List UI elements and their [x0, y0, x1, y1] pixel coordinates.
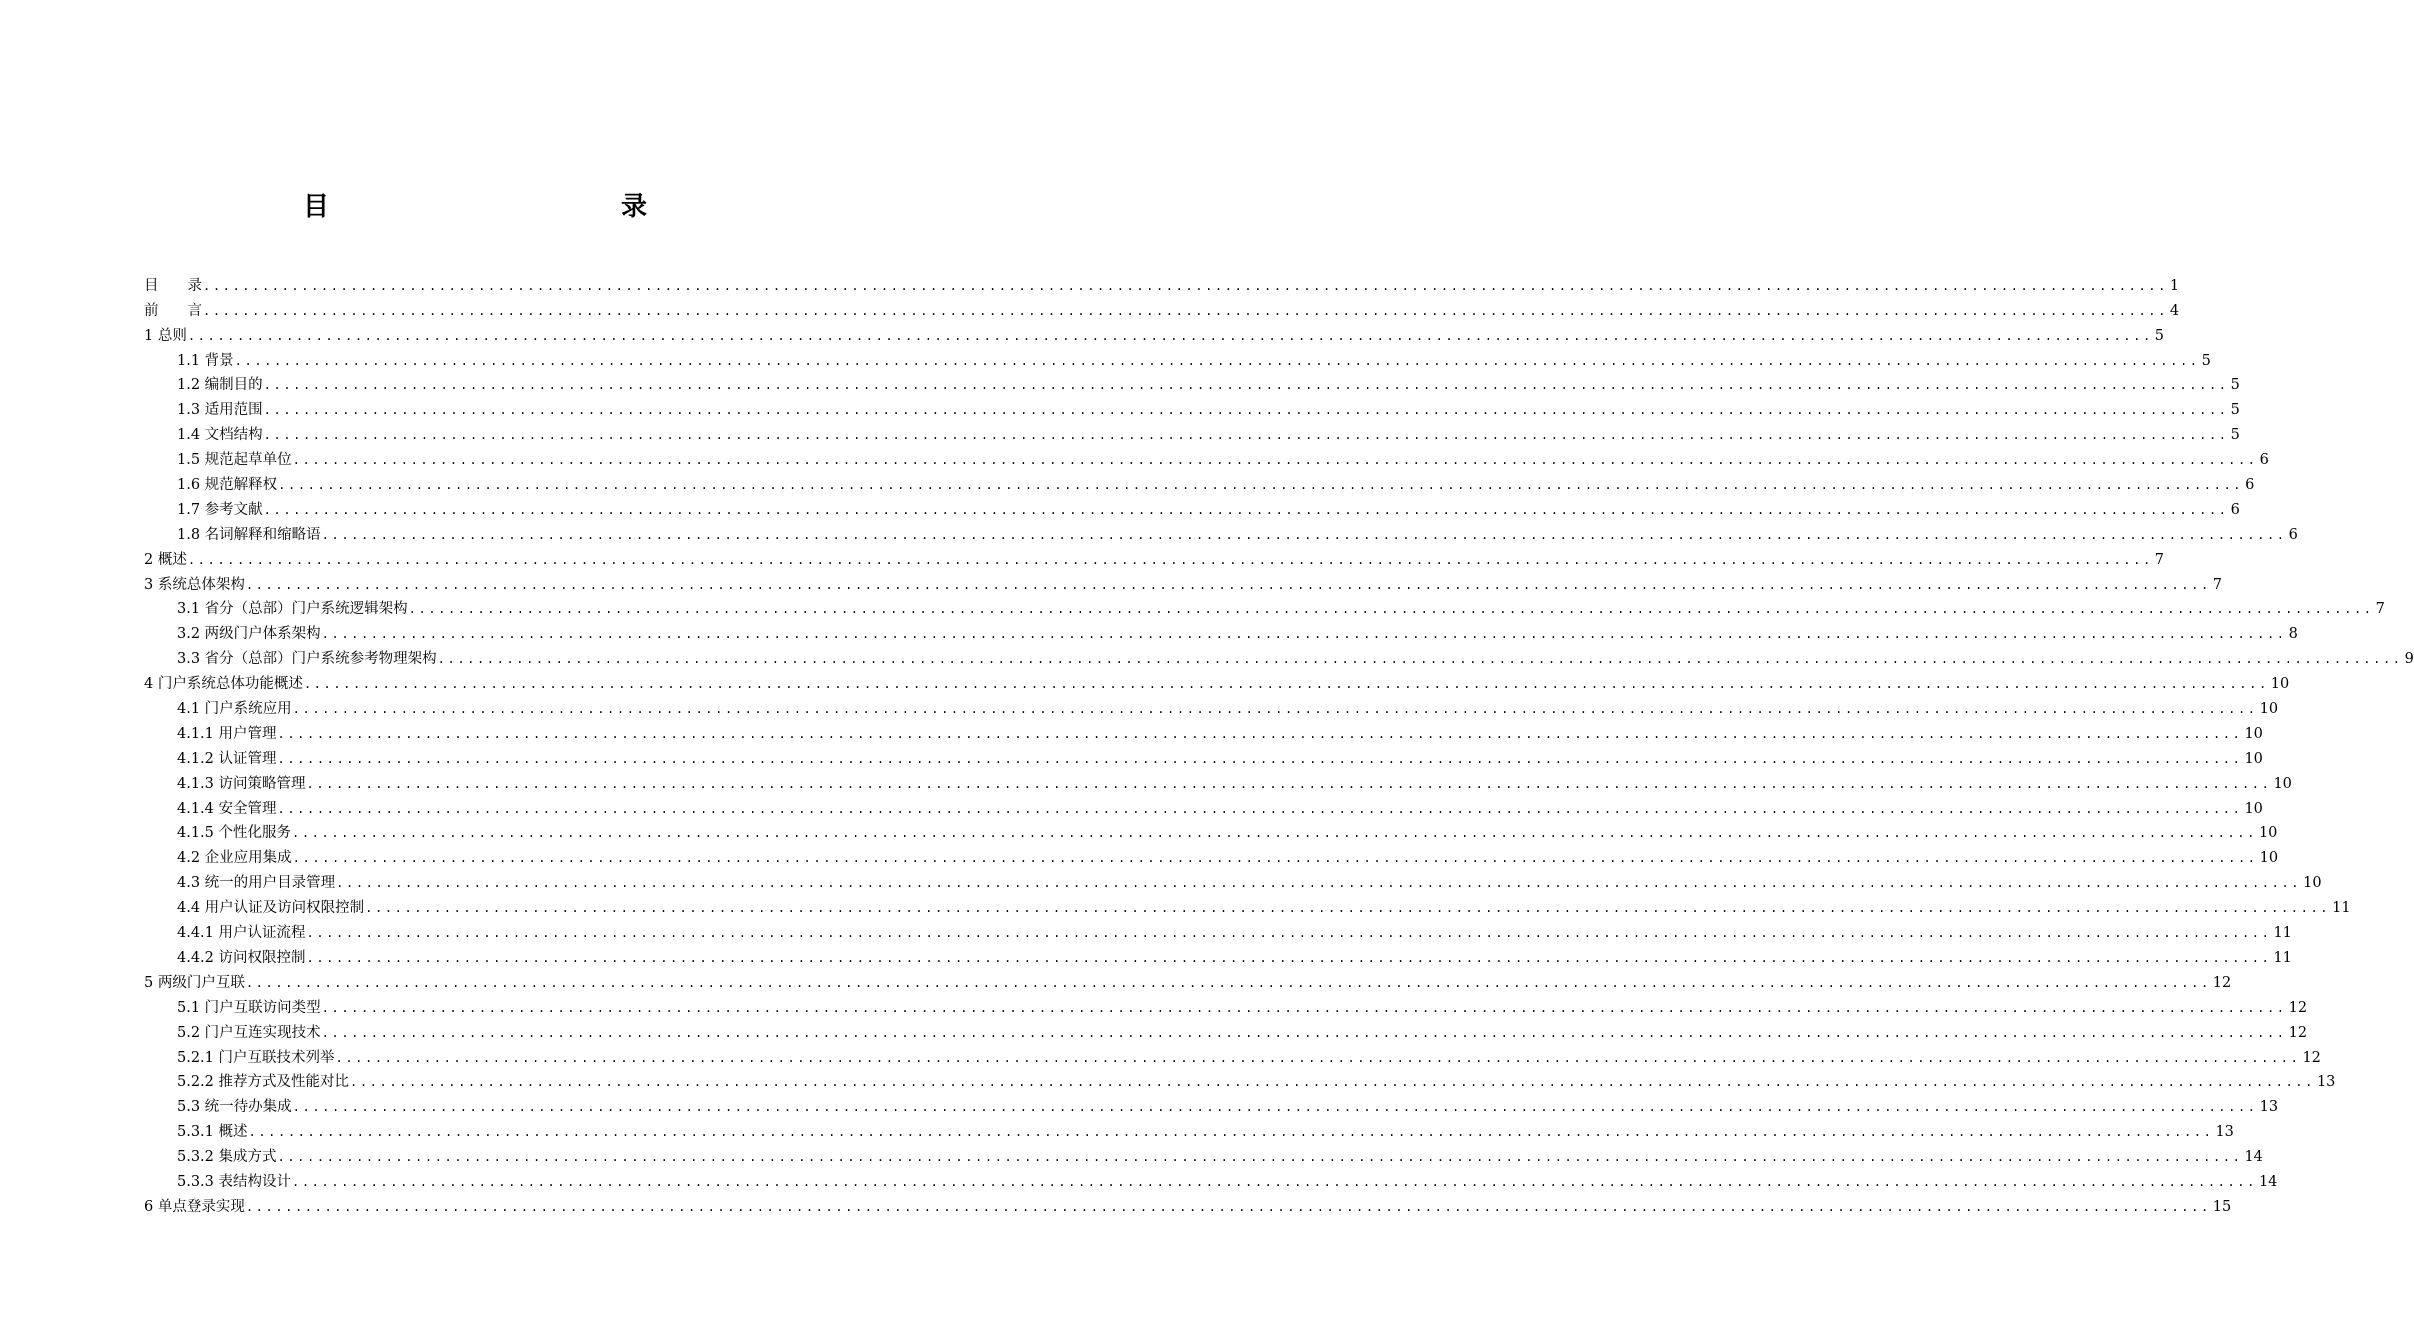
toc-page-number: 12: [2212, 974, 2232, 991]
toc-entry[interactable]: [144, 892, 2351, 917]
toc-entry[interactable]: [144, 1067, 2336, 1092]
toc-dot-leader: ........................................................................................................................................................................................................: [245, 975, 2211, 990]
toc-page-number: 14: [2244, 1149, 2263, 1166]
toc-entry-title: 3 系统总体架构: [144, 576, 245, 593]
toc-entry[interactable]: [144, 643, 2414, 668]
toc-dot-leader: ........................................................................................................................................................................................................: [263, 502, 2229, 517]
toc-entry-title: 1.6 规范解释权: [177, 477, 278, 494]
toc-entry[interactable]: [144, 444, 2269, 469]
toc-entry[interactable]: [144, 544, 2164, 569]
toc-dot-leader: ........................................................................................................................................................................................................: [336, 876, 2302, 891]
toc-entry-title: 5.2.2 推荐方式及性能对比: [177, 1074, 350, 1091]
toc-dot-leader: ........................................................................................................................................................................................................: [263, 403, 2229, 418]
toc-entry-title: 5.3 统一待办集成: [177, 1099, 292, 1116]
toc-entry[interactable]: [144, 743, 2263, 768]
toc-entry[interactable]: [144, 469, 2255, 494]
toc-entry-title: 1.8 名词解释和缩略语: [177, 526, 321, 543]
toc-page-number: 10: [2244, 725, 2263, 742]
toc-entry[interactable]: [144, 1091, 2279, 1116]
toc-entry-title: 5.3.2 集成方式: [177, 1149, 277, 1166]
toc-entry-title: 4.2 企业应用集成: [177, 850, 292, 867]
toc-page-number: 13: [2215, 1124, 2234, 1141]
toc-page-number: 11: [2273, 925, 2292, 942]
toc-dot-leader: ........................................................................................................................................................................................................: [292, 1174, 2257, 1189]
toc-page-number: 5: [2154, 327, 2164, 344]
toc-page-number: 11: [2273, 949, 2292, 966]
toc-entry-title: 1 总则: [144, 327, 187, 344]
toc-page-number: 6: [2288, 526, 2298, 543]
toc-entry[interactable]: [144, 917, 2292, 942]
toc-dot-leader: ........................................................................................................................................................................................................: [365, 901, 2331, 916]
toc-page-number: 7: [2375, 601, 2385, 618]
toc-page-number: 14: [2258, 1173, 2278, 1190]
toc-entry-title: 4.3 统一的用户目录管理: [177, 875, 336, 892]
toc-dot-leader: ........................................................................................................................................................................................................: [248, 1125, 2214, 1140]
toc-page-number: 5: [2230, 427, 2240, 444]
toc-entry-title: 1.1 背景: [177, 352, 234, 369]
toc-entry-title: 5.2.1 门户互联技术列举: [177, 1049, 335, 1066]
toc-dot-leader: ........................................................................................................................................................................................................: [292, 826, 2257, 841]
toc-dot-leader: ........................................................................................................................................................................................................: [277, 1150, 2243, 1165]
toc-entry-title: 1.3 适用范围: [177, 402, 263, 419]
toc-dot-leader: ........................................................................................................................................................................................................: [292, 851, 2258, 866]
toc-dot-leader: ........................................................................................................................................................................................................: [292, 1100, 2258, 1115]
toc-dot-leader: ........................................................................................................................................................................................................: [408, 602, 2374, 617]
toc-page-number: 5: [2230, 402, 2240, 419]
toc-entry[interactable]: [144, 793, 2263, 818]
toc-dot-leader: ........................................................................................................................................................................................................: [303, 677, 2269, 692]
toc-entry-title: 5.3.1 概述: [177, 1124, 248, 1141]
toc-entry[interactable]: [144, 1191, 2232, 1216]
toc-entry[interactable]: [144, 345, 2211, 370]
toc-entry[interactable]: [144, 569, 2222, 594]
toc-page-number: 10: [2244, 800, 2263, 817]
toc-page-number: 12: [2288, 1024, 2308, 1041]
toc-entry[interactable]: [144, 394, 2240, 419]
toc-entry[interactable]: [144, 693, 2279, 718]
toc-entry[interactable]: [144, 1116, 2234, 1141]
toc-dot-leader: ........................................................................................................................................................................................................: [306, 950, 2272, 965]
toc-dot-leader: ........................................................................................................................................................................................................: [292, 702, 2258, 717]
table-of-contents: [144, 270, 2414, 1216]
toc-dot-leader: ........................................................................................................................................................................................................: [437, 652, 2403, 667]
toc-dot-leader: ........................................................................................................................................................................................................: [277, 751, 2243, 766]
toc-entry-title: 5 两级门户互联: [144, 974, 245, 991]
toc-page-number: 13: [2316, 1074, 2336, 1091]
toc-dot-leader: ........................................................................................................................................................................................................: [306, 776, 2272, 791]
toc-dot-leader: ........................................................................................................................................................................................................: [277, 801, 2243, 816]
toc-entry[interactable]: [144, 618, 2298, 643]
toc-entry-title: 4.1.1 用户管理: [177, 725, 277, 742]
toc-dot-leader: ........................................................................................................................................................................................................: [278, 478, 2244, 493]
toc-entry-title: 1.7 参考文献: [177, 501, 263, 518]
toc-page-number: 7: [2154, 551, 2164, 568]
toc-dot-leader: ........................................................................................................................................................................................................: [245, 577, 2211, 592]
toc-dot-leader: ........................................................................................................................................................................................................: [187, 552, 2153, 567]
toc-entry[interactable]: [144, 842, 2279, 867]
toc-page-number: 10: [2270, 676, 2290, 693]
toc-page-number: 12: [2288, 999, 2308, 1016]
toc-page-number: 1: [2169, 277, 2180, 294]
toc-page-number: 4: [2169, 302, 2180, 319]
toc-entry[interactable]: [144, 967, 2232, 992]
toc-dot-leader: ........................................................................................................................................................................................................: [203, 278, 2168, 293]
toc-entry-title: 4.4.2 访问权限控制: [177, 949, 306, 966]
toc-entry[interactable]: [144, 818, 2278, 843]
toc-page-number: 10: [2244, 750, 2263, 767]
toc-page-number: 9: [2404, 651, 2414, 668]
toc-dot-leader: ........................................................................................................................................................................................................: [245, 1199, 2211, 1214]
toc-entry[interactable]: [144, 992, 2308, 1017]
toc-entry-title: 目 录: [144, 277, 202, 294]
toc-page-number: 5: [2230, 377, 2240, 394]
toc-page-number: 10: [2273, 775, 2292, 792]
toc-entry[interactable]: [144, 867, 2322, 892]
toc-entry[interactable]: [144, 1166, 2278, 1191]
toc-page-number: 10: [2303, 875, 2322, 892]
toc-entry-title: 5.3.3 表结构设计: [177, 1173, 292, 1190]
toc-dot-leader: ........................................................................................................................................................................................................: [292, 453, 2258, 468]
toc-entry[interactable]: [144, 370, 2240, 395]
toc-dot-leader: ........................................................................................................................................................................................................: [234, 353, 2200, 368]
toc-page-number: 7: [2212, 576, 2222, 593]
toc-entry-title: 1.5 规范起草单位: [177, 452, 292, 469]
toc-entry[interactable]: [144, 718, 2263, 743]
toc-entry[interactable]: [144, 768, 2292, 793]
toc-entry-title: 3.3 省分（总部）门户系统参考物理架构: [177, 651, 437, 668]
toc-entry-title: 前 言: [144, 302, 202, 319]
toc-entry[interactable]: [144, 320, 2164, 345]
toc-entry-title: 5.1 门户互联访问类型: [177, 999, 321, 1016]
toc-page-number: 12: [2302, 1049, 2321, 1066]
toc-entry-title: 4.1.4 安全管理: [177, 800, 277, 817]
toc-page-number: 8: [2288, 626, 2298, 643]
toc-entry[interactable]: [144, 1141, 2263, 1166]
toc-entry[interactable]: [144, 519, 2298, 544]
toc-dot-leader: ........................................................................................................................................................................................................: [263, 378, 2229, 393]
toc-dot-leader: ........................................................................................................................................................................................................: [277, 726, 2243, 741]
toc-entry[interactable]: [144, 295, 2180, 320]
toc-page-number: 15: [2212, 1198, 2232, 1215]
toc-page-number: 6: [2230, 501, 2240, 518]
toc-entry-title: 4 门户系统总体功能概述: [144, 676, 303, 693]
toc-entry[interactable]: [144, 1042, 2321, 1067]
toc-entry-title: 3.2 两级门户体系架构: [177, 626, 321, 643]
toc-dot-leader: ........................................................................................................................................................................................................: [321, 1025, 2287, 1040]
toc-entry[interactable]: [144, 1017, 2308, 1042]
toc-entry-title: 2 概述: [144, 551, 187, 568]
toc-dot-leader: ........................................................................................................................................................................................................: [321, 627, 2287, 642]
toc-entry-title: 4.1.5 个性化服务: [177, 825, 292, 842]
toc-page-number: 13: [2259, 1099, 2279, 1116]
toc-page-number: 11: [2332, 900, 2351, 917]
toc-dot-leader: ........................................................................................................................................................................................................: [187, 328, 2153, 343]
toc-entry-title: 5.2 门户互连实现技术: [177, 1024, 321, 1041]
toc-dot-leader: ........................................................................................................................................................................................................: [350, 1075, 2315, 1090]
toc-entry-title: 1.2 编制目的: [177, 377, 263, 394]
toc-dot-leader: ........................................................................................................................................................................................................: [321, 1000, 2287, 1015]
toc-entry-title: 4.1.2 认证管理: [177, 750, 277, 767]
toc-page-number: 5: [2201, 352, 2211, 369]
toc-page-number: 10: [2259, 701, 2279, 718]
toc-entry-title: 4.1.3 访问策略管理: [177, 775, 306, 792]
toc-entry-title: 1.4 文档结构: [177, 427, 263, 444]
toc-entry-title: 4.4 用户认证及访问权限控制: [177, 900, 365, 917]
toc-page-number: 10: [2258, 825, 2278, 842]
toc-dot-leader: ........................................................................................................................................................................................................: [263, 428, 2229, 443]
toc-entry-title: 4.1 门户系统应用: [177, 701, 292, 718]
toc-page-number: 6: [2245, 477, 2255, 494]
toc-dot-leader: ........................................................................................................................................................................................................: [335, 1050, 2301, 1065]
toc-entry[interactable]: [144, 494, 2240, 519]
toc-dot-leader: ........................................................................................................................................................................................................: [306, 926, 2272, 941]
toc-entry[interactable]: [144, 668, 2290, 693]
toc-dot-leader: ........................................................................................................................................................................................................: [203, 303, 2168, 318]
toc-entry-title: 4.4.1 用户认证流程: [177, 925, 306, 942]
toc-entry[interactable]: [144, 419, 2240, 444]
toc-page-number: 6: [2259, 452, 2269, 469]
toc-entry[interactable]: [144, 594, 2385, 619]
toc-entry-title: 3.1 省分（总部）门户系统逻辑架构: [177, 601, 408, 618]
toc-entry[interactable]: [144, 270, 2180, 295]
toc-dot-leader: ........................................................................................................................................................................................................: [321, 527, 2287, 542]
page-title: 目 录: [302, 192, 727, 222]
toc-page-number: 10: [2259, 850, 2279, 867]
toc-entry[interactable]: [144, 942, 2292, 967]
toc-entry-title: 6 单点登录实现: [144, 1198, 245, 1215]
